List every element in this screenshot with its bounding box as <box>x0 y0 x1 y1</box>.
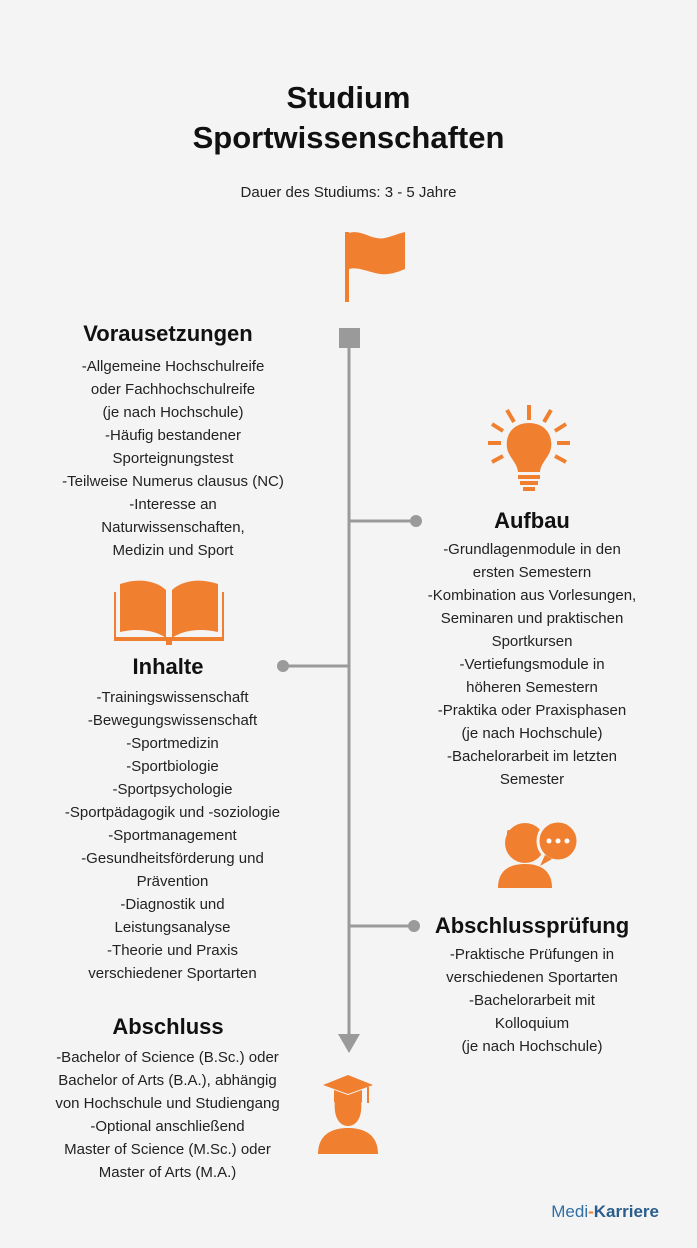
list-item: verschiedenen Sportarten <box>446 969 618 986</box>
list-item: -Allgemeine Hochschulreife <box>81 358 265 375</box>
list-item: Medizin und Sport <box>112 542 234 559</box>
timeline-start-marker <box>339 328 360 348</box>
list-item: oder Fachhochschulreife <box>90 381 256 398</box>
list-item: -Bachelorarbeit im letzten <box>446 748 618 765</box>
speaker-icon <box>498 821 578 888</box>
list-item: Kolloquium <box>494 1015 570 1032</box>
list-item: (je nach Hochschule) <box>102 404 244 421</box>
list-item: -Theorie und Praxis <box>107 942 238 959</box>
list-item: höheren Semestern <box>466 679 598 696</box>
list-item: -Optional anschließend <box>90 1118 245 1135</box>
list-item: -Kombination aus Vorlesungen, <box>427 587 637 604</box>
section-title-aufbau: Aufbau <box>494 508 570 533</box>
list-item: -Teilweise Numerus clausus (NC) <box>62 473 284 490</box>
section-list-abschlusspruefung <box>372 943 692 1058</box>
list-item: -Grundlagenmodule in den <box>443 541 621 558</box>
study-duration: Dauer des Studiums: 3 - 5 Jahre <box>240 184 457 201</box>
list-item: verschiedener Sportarten <box>88 965 257 982</box>
list-item: Master of Arts (M.A.) <box>98 1164 237 1181</box>
section-list-abschluss <box>10 1046 325 1184</box>
book-icon <box>114 581 224 645</box>
list-item: Semester <box>499 771 565 788</box>
list-item: (je nach Hochschule) <box>461 725 603 742</box>
list-item: Prävention <box>136 873 209 890</box>
list-item: Sportkursen <box>491 633 573 650</box>
list-item: -Bachelorarbeit mit <box>469 992 595 1009</box>
list-item: Seminaren und praktischen <box>440 610 624 627</box>
brand-part2: Karriere <box>593 1202 659 1221</box>
list-item: -Bewegungswissenschaft <box>87 712 258 729</box>
list-item: -Sportmedizin <box>126 735 219 752</box>
page-title <box>0 78 697 158</box>
brand-dash: - <box>588 1202 594 1221</box>
list-item: -Sportmanagement <box>108 827 237 844</box>
page-title-line2: Sportwissenschaften <box>192 120 505 155</box>
list-item: -Diagnostik und <box>120 896 225 913</box>
list-item: Leistungsanalyse <box>114 919 231 936</box>
list-item: (je nach Hochschule) <box>461 1038 603 1055</box>
list-item: Master of Science (M.Sc.) oder <box>64 1141 271 1158</box>
section-title-voraussetzungen: Vorausetzungen <box>83 321 253 346</box>
list-item: -Sportpädagogik und -soziologie <box>64 804 281 821</box>
page-title-line1: Studium <box>286 80 411 115</box>
list-item: -Sportpsychologie <box>112 781 233 798</box>
list-item: Bachelor of Arts (B.A.), abhängig <box>58 1072 277 1089</box>
list-item: -Interesse an <box>129 496 217 513</box>
list-item: -Praktika oder Praxisphasen <box>437 702 627 719</box>
list-item: von Hochschule und Studiengang <box>55 1095 280 1112</box>
section-list-aufbau <box>372 538 692 791</box>
list-item: -Häufig bestandener <box>105 427 241 444</box>
graduate-icon <box>318 1075 378 1154</box>
section-title-inhalte: Inhalte <box>132 654 204 679</box>
section-title-abschluss: Abschluss <box>112 1014 224 1039</box>
list-item: -Sportbiologie <box>126 758 219 775</box>
lightbulb-icon <box>488 405 570 491</box>
list-item: -Vertiefungsmodule in <box>459 656 605 673</box>
section-list-voraussetzungen <box>18 355 328 562</box>
list-item: Sporteignungstest <box>112 450 234 467</box>
section-title-abschlusspruefung: Abschlussprüfung <box>434 913 630 938</box>
list-item: -Trainingswissenschaft <box>96 689 249 706</box>
brand-part1: Medi <box>551 1202 589 1221</box>
brand-logo <box>551 1202 659 1222</box>
list-item: ersten Semestern <box>472 564 592 581</box>
list-item: Naturwissenschaften, <box>101 519 245 536</box>
section-list-inhalte <box>10 686 335 985</box>
flag-icon <box>345 232 405 302</box>
list-item: -Praktische Prüfungen in <box>449 946 615 963</box>
timeline-end-arrow <box>338 1034 360 1053</box>
list-item: -Bachelor of Science (B.Sc.) oder <box>56 1049 279 1066</box>
list-item: -Gesundheitsförderung und <box>81 850 264 867</box>
